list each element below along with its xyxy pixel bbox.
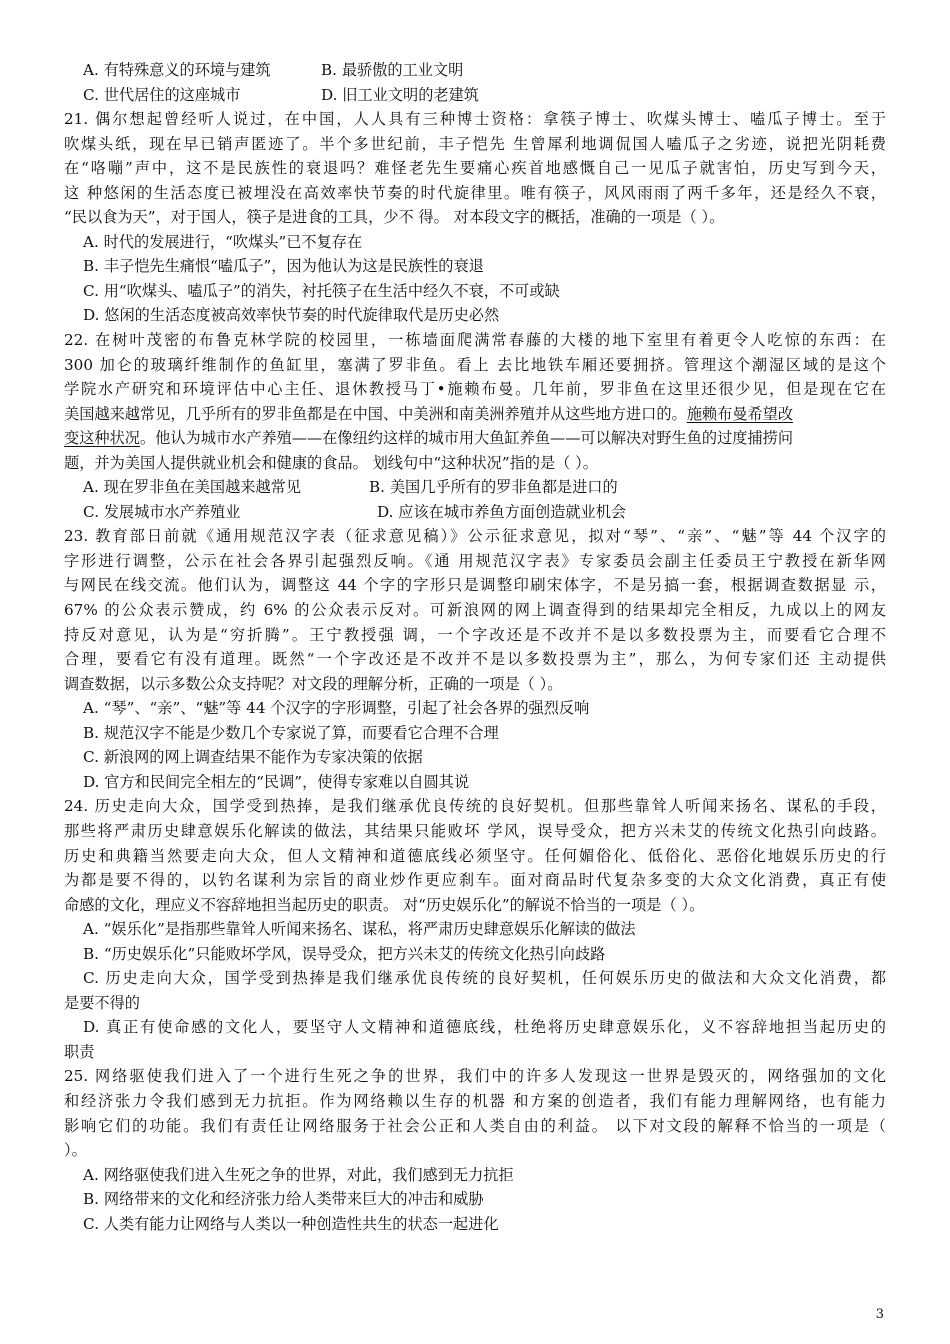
q24-option-d-continued: 职责	[64, 1042, 95, 1061]
q21-option-a: A. 时代的发展进行，“吹煤头”已不复存在	[83, 232, 363, 251]
q25-option-b: B. 网络带来的文化和经济张力给人类带来巨大的冲击和威胁	[83, 1190, 484, 1209]
q24-line: 为都是要不得的，以钓名谋利为宗旨的商业炒作更应刹车。面对商品时代复杂多变的大众文化消费，真正有使	[64, 871, 886, 890]
q22-line-with-underline	[64, 402, 886, 427]
q24-option-c: C. 历史走向大众，国学受到热捧是我们继承优良传统的良好契机，任何娱乐历史的做法和大众文化消费，都	[83, 969, 886, 988]
q25-option-a: A. 网络驱使我们进入生死之争的世界，对此，我们感到无力抗拒	[83, 1165, 514, 1184]
q23-line: 67% 的公众表示赞成，约 6% 的公众表示反对。可新浪网的网上调查得到的结果却完全相反，九成以上的网友	[64, 601, 886, 620]
q24-line: 那些将严肃历史肆意娱乐化解读的做法，其结果只能败坏 学风，误导受众，把方兴未艾的传统文化热引向歧路。	[64, 821, 886, 840]
q24-option-b: B. “历史娱乐化”只能败坏学风，误导受众，把方兴未艾的传统文化热引向歧路	[83, 944, 606, 963]
q23-line: 字形进行调整，公示在社会各界引起强烈反响。《通 用规范汉字表》专家委员会副主任委员王宁教授在新华网	[64, 551, 886, 570]
q21-line: 这 种悠闲的生活态度已被埋没在高效率快节奏的时代旋律里。唯有筷子，风风雨雨了两千多年，还是经久不衰，	[64, 183, 886, 202]
q21-option-d: D. 悠闲的生活态度被高效率快节奏的时代旋律取代是历史必然	[83, 306, 500, 325]
q22-line: 美国越来越常见，几乎所有的罗非鱼都是在中国、中美洲和南美洲养殖并从这些地方进口的。	[64, 404, 687, 423]
q22-options-row2	[64, 500, 886, 525]
q22-line: 题，并为美国人提供就业机会和健康的食品。 划线句中“这种状况”指的是（ ）。	[64, 453, 598, 472]
q21-option-b: B. 丰子恺先生痛恨“嗑瓜子”，因为他认为这是民族性的衰退	[83, 257, 484, 276]
q20-options-row1	[64, 58, 886, 83]
q22-option-c: C. 发展城市水产养殖业	[83, 502, 241, 521]
q23-option-d: D. 官方和民间完全相左的“民调”，使得专家难以自圆其说	[83, 772, 470, 791]
q24-option-d: D. 真正有使命感的文化人，要坚守人文精神和道德底线，杜绝将历史肆意娱乐化，义不容辞地担当起历史的	[83, 1018, 886, 1037]
q24-option-a: A. “娱乐化”是指那些靠耸人听闻来扬名、谋私，将严肃历史肆意娱乐化解读的做法	[83, 920, 636, 939]
q22-underlined-sentence: 变这种状况	[64, 429, 140, 448]
q23-option-a: A. “琴”、“亲”、“魅”等 44 个汉字的字形调整，引起了社会各界的强烈反响	[83, 699, 590, 718]
q22-option-d: D. 应该在城市养鱼方面创造就业机会	[377, 502, 627, 521]
q22-line: 22. 在树叶茂密的布鲁克林学院的校园里，一栋墙面爬满常春藤的大楼的地下室里有着更令人吃惊的东西：在	[64, 331, 886, 350]
q25-option-c: C. 人类有能力让网络与人类以一种创造性共生的状态一起进化	[83, 1214, 499, 1233]
q24-option-c-continued: 是要不得的	[64, 993, 140, 1012]
q25-line: 25. 网络驱使我们进入了一个进行生死之争的世界，我们中的许多人发现这一世界是毁灭的，网络强加的文化	[64, 1067, 886, 1086]
q22-options-row1	[64, 475, 886, 500]
q21-line: 在“咯嘣”声中，这不是民族性的衰退吗？难怪老先生要痛心疾首地感慨自己一见瓜子就害怕，历史写到今天，	[64, 159, 886, 178]
q22-option-b: B. 美国几乎所有的罗非鱼都是进口的	[369, 478, 618, 497]
q24-line: 历史和典籍当然要走向大众，但人文精神和道德底线必须坚守。任何媚俗化、低俗化、恶俗化地娱乐历史的行	[64, 846, 886, 865]
q23-line: 持反对意见，认为是“穷折腾”。王宁教授强 调，一个字改还是不改并不是以多数投票为主，而要看它合理不	[64, 625, 886, 644]
q24-line: 24. 历史走向大众，国学受到热捧，是我们继承优良传统的良好契机。但那些靠耸人听闻来扬名、谋私的手段，	[64, 797, 886, 816]
q23-option-b: B. 规范汉字不能是少数几个专家说了算，而要看它合理不合理	[83, 723, 499, 742]
q20-option-b: B. 最骄傲的工业文明	[321, 61, 464, 79]
q23-line: 23. 教育部日前就《通用规范汉字表（征求意见稿）》公示征求意见，拟对“琴”、“亲”、“魅”等 44 个汉字的	[64, 527, 886, 546]
q20-options-row2	[64, 83, 886, 108]
q21-option-c: C. 用“吹煤头、嗑瓜子”的消失，衬托筷子在生活中经久不衰，不可或缺	[83, 281, 560, 300]
q23-option-c: C. 新浪网的网上调查结果不能作为专家决策的依据	[83, 748, 423, 767]
q21-line: 吹煤头纸，现在早已销声匿迹了。半个多世纪前，丰子恺先 生曾犀利地调侃国人嗑瓜子之劣迹，说把光阴耗费	[64, 134, 886, 153]
exam-page	[64, 58, 886, 1236]
q23-line: 与网民在线交流。他们认为，调整这 44 个字的字形只是调整印刷宋体字，不是另搞一套，根据调查数据显 示，	[64, 576, 886, 595]
q22-option-a: A. 现在罗非鱼在美国越来越常见	[83, 478, 302, 497]
q22-line-continued	[64, 426, 886, 451]
q21-line: 21. 偶尔想起曾经听人说过，在中国，人人具有三种博士资格：拿筷子博士、吹煤头博士、嗑瓜子博士。至于	[64, 110, 886, 129]
q22-line: 。他认为城市水产养殖——在像纽约这样的城市用大鱼缸养鱼——可以解决对野生鱼的过度捕捞问	[139, 429, 793, 448]
q25-line: 和经济张力令我们感到无力抗拒。作为网络赖以生存的机器 和方案的创造者，我们有能力理解网络，也有能力	[64, 1091, 886, 1110]
q24-line: 命感的文化，理应义不容辞地担当起历史的职责。 对“历史娱乐化”的解说不恰当的一项是（ ）。	[64, 895, 705, 914]
q21-line: “民以食为天”，对于国人，筷子是进食的工具，少不 得。 对本段文字的概括，准确的一项是（ ）。	[64, 208, 725, 227]
q25-line: 影响它们的功能。我们有责任让网络服务于社会公正和人类自由的利益。 以下对文段的解释不恰当的一项是（	[64, 1116, 886, 1135]
q22-underlined-sentence: 施赖布曼希望改	[686, 404, 793, 423]
q23-line: 合理，要看它有没有道理。既然“一个字改还是不改并不是以多数投票为主”，那么，为何专家们还 主动提供	[64, 650, 886, 669]
q22-line: 学院水产研究和环境评估中心主任、退休教授马丁•施赖布曼。几年前，罗非鱼在这里还很少见，但是现在它在	[64, 380, 886, 399]
q23-line: 调查数据，以示多数公众支持呢？对文段的理解分析，正确的一项是（ ）。	[64, 674, 563, 693]
q20-option-d: D. 旧工业文明的老建筑	[321, 85, 479, 104]
q25-line: ）。	[64, 1141, 87, 1160]
q20-option-c: C. 世代居住的这座城市	[83, 85, 241, 104]
q22-line: 300 加仑的玻璃纤维制作的鱼缸里，塞满了罗非鱼。看上 去比地铁车厢还要拥挤。管理这个潮湿区域的是这个	[64, 355, 886, 374]
q20-option-a: A. 有特殊意义的环境与建筑	[83, 61, 271, 79]
page-number: 3	[875, 1307, 884, 1322]
